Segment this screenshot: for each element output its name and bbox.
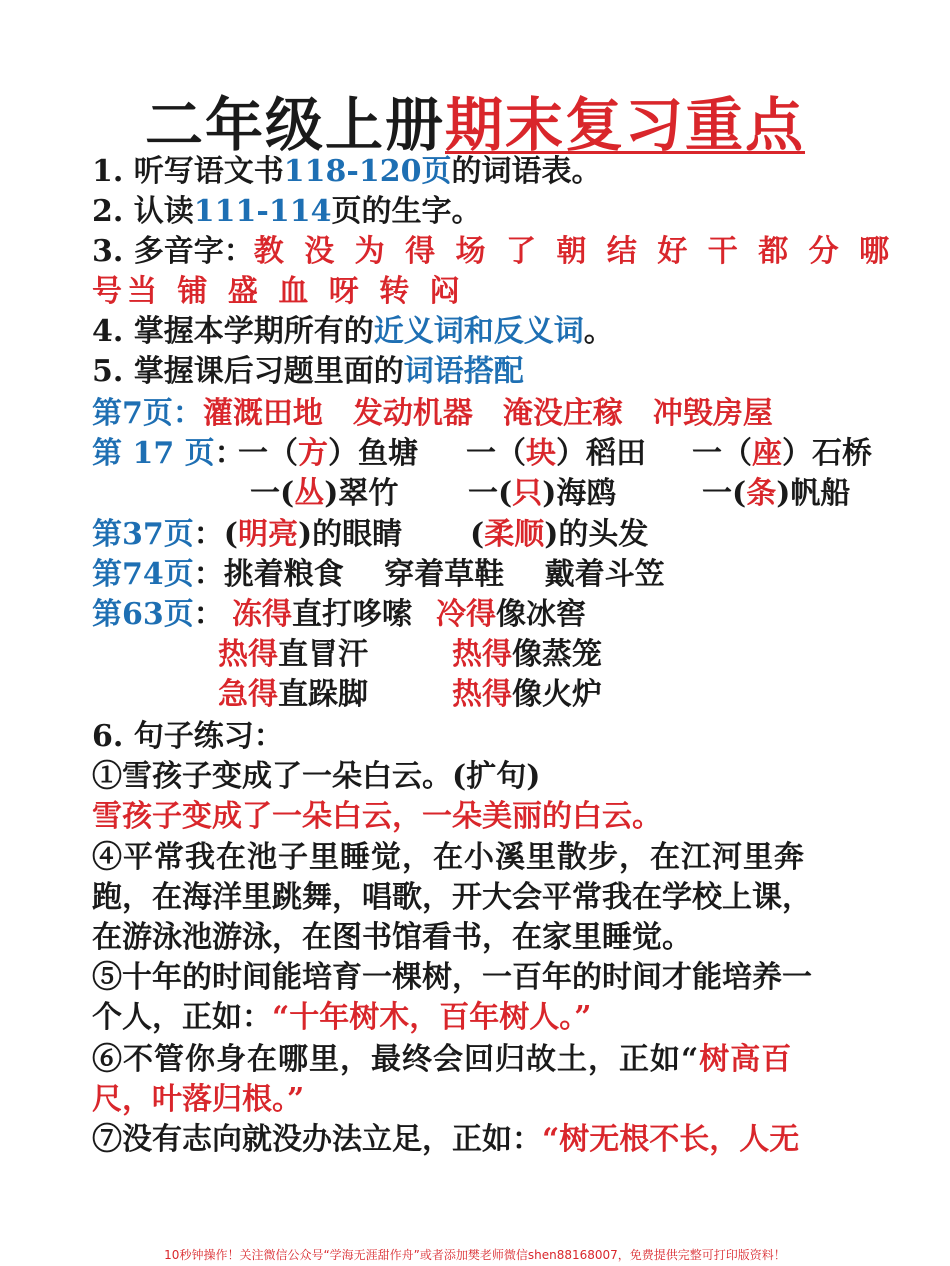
- degree-word: 急得: [218, 677, 278, 712]
- phrase-measure: 丛: [294, 476, 325, 511]
- phrase-pre: 一(: [468, 476, 513, 511]
- item-1-text: 1. 听写语文书: [92, 154, 284, 189]
- page-17-row-1: [92, 434, 245, 474]
- sentence-6-quote: 树高百: [699, 1042, 793, 1077]
- page-17-phrase: [466, 434, 646, 474]
- item-5: [92, 352, 524, 392]
- degree-word: 热得: [452, 677, 512, 712]
- phrase-post: ）鱼塘: [328, 436, 418, 471]
- phrase-pre: 一（: [466, 436, 526, 471]
- page-63-row: [92, 595, 224, 635]
- item-3-text: 3. 多音字：: [92, 234, 254, 269]
- page-17-label: 第 17 页: [92, 436, 215, 471]
- phrase-pre: 一（: [692, 436, 752, 471]
- item-5-text: 5. 掌握课后习题里面的: [92, 354, 404, 389]
- sentence-1-question: ①雪孩子变成了一朵白云。(扩句): [92, 759, 541, 794]
- page-17-phrase: [250, 474, 398, 514]
- item-4-tail: 。: [583, 314, 614, 349]
- page-17-phrase: [238, 434, 418, 474]
- page-63-colon: ：: [193, 597, 224, 632]
- phrase-post: ）石桥: [782, 436, 872, 471]
- item-2-tail: 页的生字。: [331, 194, 482, 229]
- sentence-6-line-2: 尺，叶落归根。”: [92, 1082, 305, 1117]
- degree-tail: 直冒汗: [278, 637, 368, 672]
- phrase-pre: 一(: [702, 476, 747, 511]
- page-63-phrase: [452, 635, 602, 675]
- degree-word: 冻得: [232, 597, 292, 632]
- degree-tail: 像火炉: [512, 677, 602, 712]
- degree-tail: 像蒸笼: [512, 637, 602, 672]
- page-7-word: 灌溉田地: [202, 396, 323, 431]
- page-7-word: 发动机器: [352, 396, 473, 431]
- phrase-post: )翠竹: [324, 476, 399, 511]
- item-3: [92, 232, 894, 272]
- page-37-word: 明亮: [237, 517, 298, 552]
- degree-word: 热得: [452, 637, 512, 672]
- phrase-measure: 条: [746, 476, 777, 511]
- degree-tail: 像冰窖: [496, 597, 586, 632]
- page-7-word: 淹没庄稼: [502, 396, 623, 431]
- page-17-phrase: [702, 474, 850, 514]
- page-63-phrase: [436, 595, 586, 635]
- item-3-chars: 教 没 为 得 场 了 朝 结 好 干 都 分 哪: [253, 234, 895, 269]
- page-37-label: 第37页: [92, 517, 194, 552]
- item-2-text: 2. 认读: [92, 194, 194, 229]
- phrase-measure: 方: [298, 436, 328, 471]
- page-7-row: [92, 394, 773, 434]
- page-74-row: [92, 555, 665, 595]
- page-37-colon: ：: [193, 517, 224, 552]
- page-63-phrase: [452, 675, 602, 715]
- page-37-tail: )的头发: [544, 517, 649, 552]
- phrase-measure: 座: [752, 436, 782, 471]
- phrase-post: )帆船: [776, 476, 851, 511]
- item-2-pages: 111-114: [193, 194, 332, 229]
- item-1: [92, 152, 601, 192]
- sentence-5-quote: “十年树木，百年树人。”: [272, 1000, 592, 1035]
- page-title: [0, 78, 950, 162]
- page-63-phrase: [218, 675, 368, 715]
- item-3-chars-2: 号当 铺 盛 血 呀 转 闷: [92, 274, 465, 309]
- item-4: [92, 312, 614, 352]
- degree-tail: 直跺脚: [278, 677, 368, 712]
- page-74-label: 第74页: [92, 557, 194, 592]
- section-6-heading: 6. 句子练习：: [92, 719, 284, 754]
- page-63-label: 第63页: [92, 597, 194, 632]
- sentence-4-line-1: ④平常我在池子里睡觉，在小溪里散步，在江河里奔: [92, 840, 805, 875]
- page-17-phrase: [468, 474, 616, 514]
- page-17-phrase: [692, 434, 872, 474]
- item-1-pages: 118-120页: [283, 154, 452, 189]
- page-17-colon: ：: [214, 436, 245, 471]
- page-63-phrase: [232, 595, 412, 635]
- sentence-5-line-2: [92, 998, 592, 1038]
- page-37-word: 柔顺: [484, 517, 545, 552]
- degree-word: 冷得: [436, 597, 496, 632]
- degree-tail: 直打哆嗦: [292, 597, 412, 632]
- phrase-measure: 只: [512, 476, 543, 511]
- phrase-post: )海鸥: [542, 476, 617, 511]
- title-black: 二年级上册: [144, 91, 445, 159]
- page-7-word: 冲毁房屋: [652, 396, 773, 431]
- phrase-pre: 一(: [250, 476, 295, 511]
- sentence-1-answer: 雪孩子变成了一朵白云，一朵美丽的白云。: [92, 799, 662, 834]
- phrase-pre: 一（: [238, 436, 298, 471]
- page-37-tail: )的眼睛: [297, 517, 403, 552]
- page-37-row: [92, 515, 402, 555]
- page-37-row-2: [470, 515, 648, 555]
- sentence-4-line-2: 跑，在海洋里跳舞，唱歌，开大会平常我在学校上课，: [92, 880, 812, 915]
- footer-promo: 10秒钟操作！关注微信公众号“学海无涯甜作舟”或者添加樊老师微信shen88168007，免费提供完整可打印版资料！: [164, 1248, 786, 1262]
- item-1-tail: 的词语表。: [451, 154, 602, 189]
- page-7-label: 第7页：: [92, 396, 203, 431]
- phrase-post: ）稻田: [556, 436, 646, 471]
- sentence-7-text: ⑦没有志向就没办法立足，正如：: [92, 1122, 542, 1157]
- item-4-text: 4. 掌握本学期所有的: [92, 314, 374, 349]
- page-74-text: ：挑着粮食 穿着草鞋 戴着斗笠: [193, 557, 665, 592]
- sentence-6-line-1: [92, 1040, 792, 1080]
- title-red: 期末复习重点: [445, 91, 806, 159]
- paren-open: (: [470, 517, 485, 552]
- item-5-highlight: 词语搭配: [403, 354, 524, 389]
- phrase-measure: 块: [526, 436, 556, 471]
- sentence-4-line-3: 在游泳池游泳，在图书馆看书，在家里睡觉。: [92, 920, 692, 955]
- page-63-phrase: [218, 635, 368, 675]
- paren-open: (: [223, 517, 238, 552]
- sentence-6-text: ⑥不管你身在哪里，最终会回归故土，正如“: [92, 1042, 700, 1077]
- sentence-7-line-1: [92, 1120, 799, 1160]
- sentence-5-text: 个人，正如：: [92, 1000, 272, 1035]
- sentence-7-quote: “树无根不长，人无: [542, 1122, 800, 1157]
- item-2: [92, 192, 481, 232]
- sentence-5-line-1: ⑤十年的时间能培育一棵树，一百年的时间才能培养一: [92, 960, 812, 995]
- item-4-highlight: 近义词和反义词: [373, 314, 584, 349]
- degree-word: 热得: [218, 637, 278, 672]
